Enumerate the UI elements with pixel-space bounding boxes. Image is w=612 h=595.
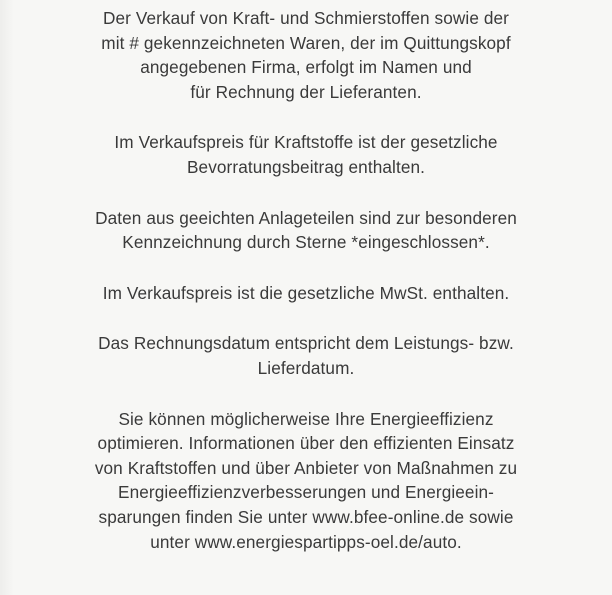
text-line: für Rechnung der Lieferanten. [190,81,422,102]
paragraph-invoice-date [0,331,612,380]
text-line: Lieferdatum. [257,357,355,378]
text-line: mit # gekennzeichneten Waren, der im Quittungskopf [101,32,511,53]
text-line: Sie können möglicherweise Ihre Energieeffizienz [118,408,494,429]
text-line: Im Verkaufspreis ist die gesetzliche MwSt. enthalten. [102,282,510,303]
text-line: Im Verkaufspreis für Kraftstoffe ist der gesetzliche [114,132,498,153]
text-line: Bevorratungsbeitrag enthalten. [186,156,426,177]
paragraph-energy-efficiency [0,407,612,555]
text-line: unter www.energiespartipps-oel.de/auto. [150,531,462,552]
text-line: Das Rechnungsdatum entspricht dem Leistungs- bzw. [98,333,514,354]
paragraph-vat [0,281,612,306]
text-line: optimieren. Informationen über den effizienten Einsatz [97,433,515,454]
paragraph-storage-fee [0,130,612,179]
text-line: Energieeffizienzverbesserungen und Energieein- [118,482,494,503]
text-line: angegebenen Firma, erfolgt im Namen und [140,57,472,78]
text-line: von Kraftstoffen und über Anbieter von Maßnahmen zu [94,457,518,478]
paragraph-sales-on-behalf [0,6,612,104]
text-line: Kennzeichnung durch Sterne *eingeschlossen*. [122,232,490,253]
text-line: sparungen finden Sie unter www.bfee-online.de sowie [98,506,514,527]
text-line: Daten aus geeichten Anlageteilen sind zur besonderen [95,207,517,228]
paragraph-calibrated-data [0,206,612,255]
text-line: Der Verkauf von Kraft- und Schmierstoffen sowie der [102,8,510,28]
